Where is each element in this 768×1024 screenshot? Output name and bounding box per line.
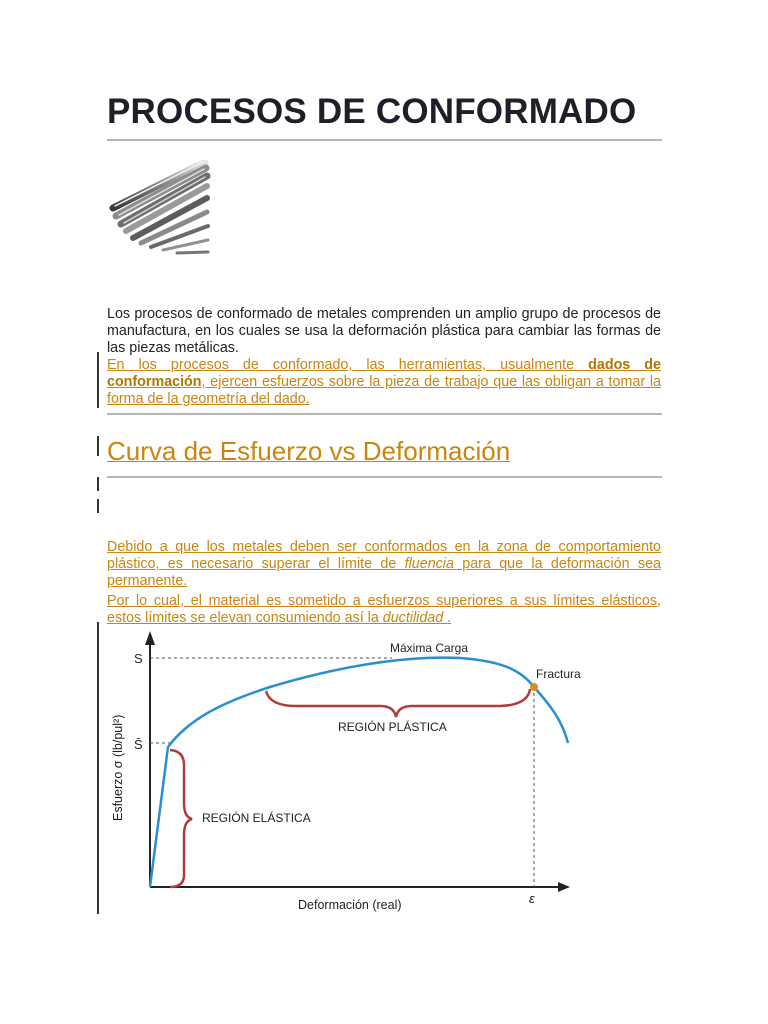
- stress-strain-figure: [100, 625, 600, 925]
- intro-paragraph: Los procesos de conformado de metales comprenden un amplio grupo de procesos de manufactura, en los cuales se usa la deformación plástica para cambiar las formas de las piezas metálicas.: [107, 306, 661, 356]
- yield-paragraph[interactable]: [107, 539, 661, 590]
- title-underline: [107, 139, 662, 141]
- ductility-text-end: .: [443, 610, 452, 626]
- x-axis-label: Deformación (real): [298, 898, 402, 912]
- section-heading[interactable]: Curva de Esfuerzo vs Deformación: [107, 436, 511, 466]
- tools-text-start: En los procesos de conformado, las herramientas, usualmente: [107, 357, 589, 373]
- ductility-text-start: Por lo cual, el material es sometido a esfuerzos superiores a sus límites elásticos, estos límites se elevan consumiendo así la: [107, 593, 661, 626]
- yield-text-start: Debido a que los metales deben ser conformados en la zona de comportamiento plástico, es necesario superar el límite de: [107, 539, 661, 572]
- max-stress-label: S: [134, 651, 143, 666]
- x-axis-arrow: [558, 882, 570, 892]
- plastic-region-brace: [266, 689, 530, 717]
- edge-marker: [97, 392, 99, 404]
- yield-stress-label: S̄: [134, 737, 143, 752]
- plastic-region-label: REGIÓN PLÁSTICA: [338, 720, 447, 734]
- ductility-paragraph[interactable]: [107, 593, 661, 627]
- tools-paragraph[interactable]: [107, 357, 661, 408]
- yield-term: fluencia: [404, 556, 454, 572]
- epsilon-label: ε: [529, 891, 535, 906]
- dies-term: dados de conformación: [107, 357, 661, 390]
- yield-text-end: para que la deformación sea permanente.: [107, 556, 661, 589]
- edge-marker: [97, 477, 99, 491]
- tools-divider: [107, 413, 662, 415]
- elastic-region-brace: [170, 750, 192, 887]
- edge-marker: [97, 436, 99, 456]
- y-axis-arrow: [145, 631, 155, 645]
- metal-rods-image: [107, 160, 211, 264]
- page-title: PROCESOS DE CONFORMADO: [107, 92, 637, 131]
- y-axis-label: Esfuerzo σ (lb/pul²): [111, 714, 125, 821]
- max-load-label: Máxima Carga: [390, 641, 469, 655]
- edge-marker: [97, 499, 99, 513]
- elastic-region-label: REGIÓN ELÁSTICA: [202, 811, 311, 825]
- ductility-term: ductilidad: [382, 610, 444, 626]
- fracture-point: [530, 683, 538, 691]
- tools-text-end: , ejercen esfuerzos sobre la pieza de trabajo que las obligan a tomar la forma de la geometría del dado.: [107, 374, 661, 407]
- stress-strain-curve: [150, 658, 568, 887]
- edge-marker: [97, 622, 99, 914]
- section-divider: [107, 476, 662, 478]
- fracture-label: Fractura: [536, 667, 581, 681]
